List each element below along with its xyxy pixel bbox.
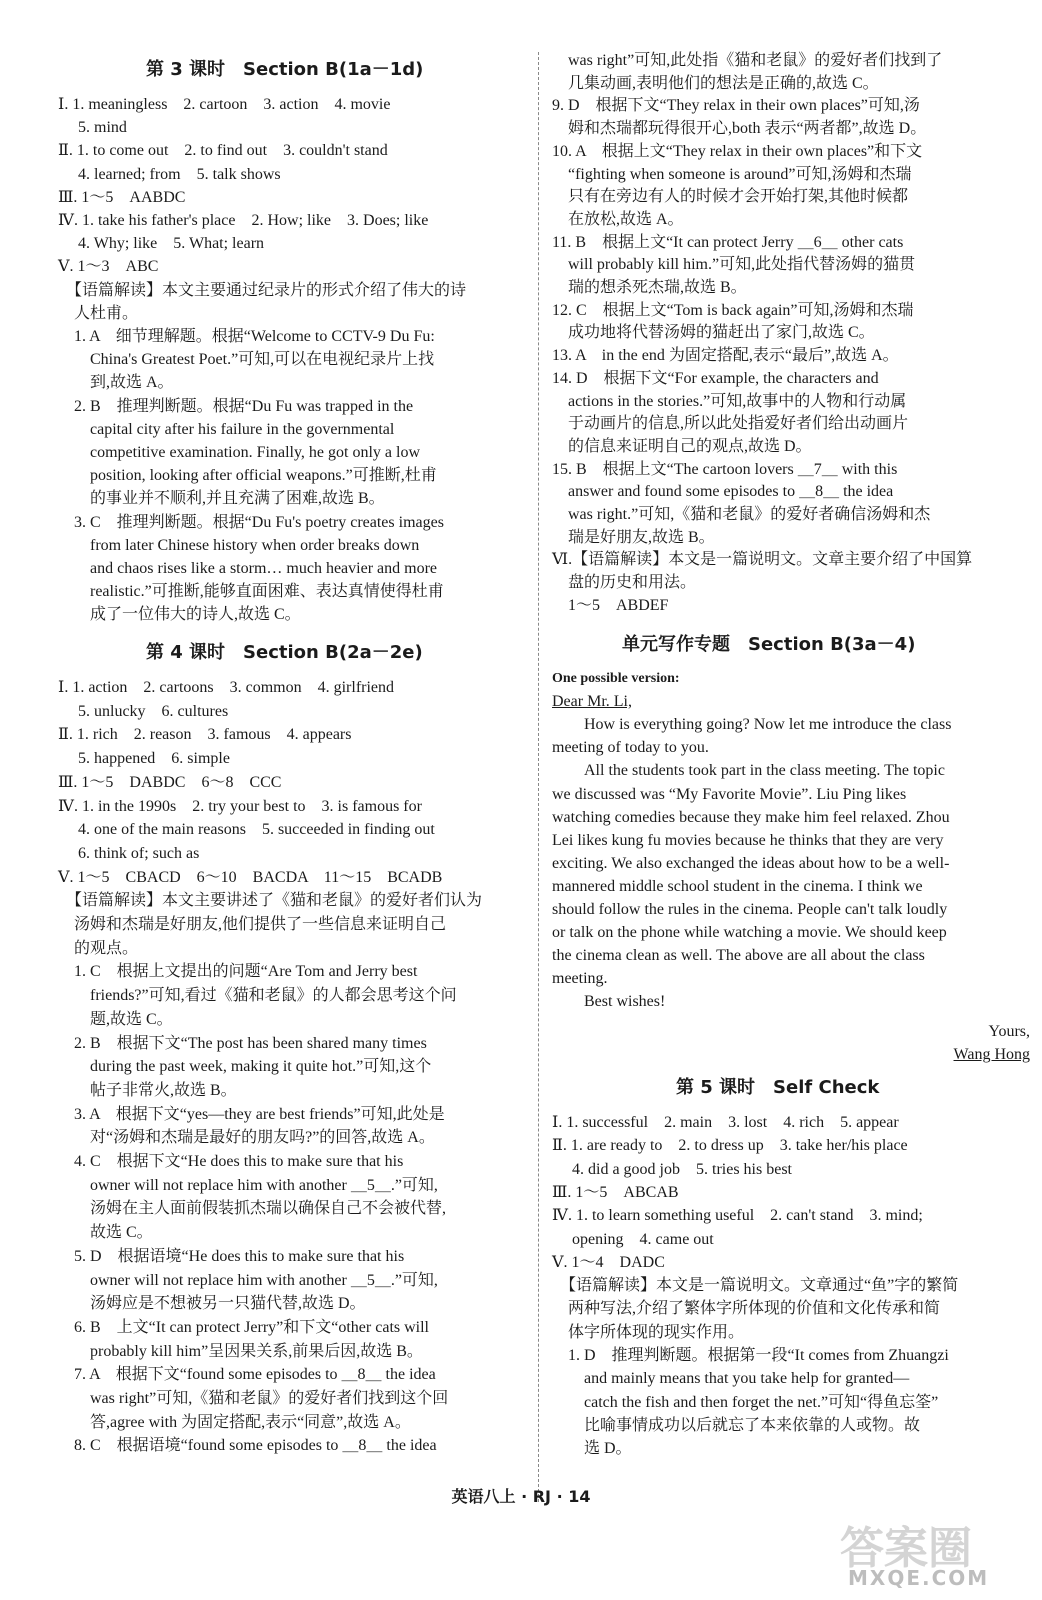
text-line: 姆和杰瑞都玩得很开心,both 表示“两者都”,故选 D。 — [552, 120, 927, 138]
essay-label: One possible version: — [552, 671, 680, 686]
text-line: from later Chinese history when order breaks down — [58, 536, 420, 554]
text-line: Ⅱ. 1. are ready to 2. to dress up 3. take her/his place — [552, 1137, 908, 1155]
text-line: 5. mind — [58, 119, 127, 137]
text-line: 盘的历史和用法。 — [552, 574, 697, 592]
essay-line: should follow the rules in the cinema. People can't talk loudly — [552, 901, 948, 918]
text-line: 7. A 根据下文“found some episodes to ＿8＿ the idea — [58, 1366, 436, 1384]
text-line: Ⅲ. 1～5 ABCAB — [552, 1183, 679, 1201]
text-line: Ⅴ. 1～3 ABC — [58, 258, 159, 276]
text-line: 1. C 根据上文提出的问题“Are Tom and Jerry best — [58, 963, 418, 981]
text-line: 汤姆应是不想被另一只猫代替,故选 D。 — [58, 1295, 366, 1313]
text-line: 汤姆和杰瑞是好朋友,他们提供了一些信息来证明自己 — [58, 916, 447, 933]
text-line: Ⅲ. 1～5 AABDC — [58, 188, 186, 206]
text-line: Ⅴ. 1～4 DADC — [552, 1253, 665, 1271]
text-line: Ⅳ. 1. take his father's place 2. How; like 3. Does; like — [58, 212, 429, 229]
essay-line: we discussed was “My Favorite Movie”. Liu Ping likes — [552, 785, 907, 803]
text-line: 【语篇解读】本文主要讲述了《猫和老鼠》的爱好者们认为 — [58, 892, 483, 910]
essay-sign-name: Wang Hong — [953, 1046, 1030, 1063]
text-line: 成了一位伟大的诗人,故选 C。 — [58, 606, 301, 624]
text-line: 【语篇解读】本文主要通过纪录片的形式介绍了伟大的诗 — [58, 281, 467, 299]
text-line: actions in the stories.”可知,故事中的人物和行动属 — [552, 392, 907, 410]
text-line: position, looking after official weapons.”可推断,杜甫 — [58, 467, 437, 485]
text-line: 14. D 根据下文“For example, the characters and — [552, 369, 879, 387]
text-line: 4. learned; from 5. talk shows — [58, 165, 281, 183]
text-line: 几集动画,表明他们的想法是正确的,故选 C。 — [552, 74, 879, 92]
essay-line: or talk on the phone while watching a movie. We should keep — [552, 924, 947, 942]
text-line: 13. A in the end 为固定搭配,表示“最后”,故选 A。 — [552, 347, 899, 365]
text-line: Ⅲ. 1～5 DABDC 6～8 CCC — [58, 773, 282, 791]
text-line: Ⅴ. 1～5 CBACD 6～10 BACDA 11～15 BCADB — [58, 868, 443, 886]
text-line: will probably kill him.”可知,此处指代替汤姆的猫贯 — [552, 256, 916, 274]
column-divider — [538, 52, 539, 1502]
text-line: friends?”可知,看过《猫和老鼠》的人都会思考这个问 — [58, 987, 457, 1005]
section-heading: 单元写作专题 Section B(3a－4) — [622, 634, 916, 655]
text-line: 8. C 根据语境“found some episodes to ＿8＿ the idea — [58, 1437, 437, 1455]
text-line: and chaos rises like a storm… much heavier and more — [58, 560, 438, 577]
text-line: 5. unlucky 6. cultures — [58, 702, 229, 720]
text-line: 11. B 根据上文“It can protect Jerry ＿6＿ other cats — [552, 233, 904, 251]
text-line: 4. one of the main reasons 5. succeeded in finding out — [58, 821, 435, 839]
text-line: 的事业并不顺利,并且充满了困难,故选 B。 — [58, 490, 385, 508]
text-line: 对“汤姆和杰瑞是最好的朋友吗?”的回答,故选 A。 — [58, 1129, 435, 1147]
text-line: 1. D 推理判断题。根据第一段“It comes from Zhuangzi — [552, 1347, 949, 1364]
text-line: 题,故选 C。 — [58, 1010, 173, 1028]
text-line: Ⅱ. 1. rich 2. reason 3. famous 4. appears — [58, 726, 352, 744]
page-footer: 英语八上 · RJ · 14 — [451, 1487, 591, 1506]
text-line: capital city after his failure in the governmental — [58, 420, 395, 438]
text-line: 15. B 根据上文“The cartoon lovers ＿7＿ with this — [552, 460, 898, 478]
text-line: 到,故选 A。 — [58, 374, 174, 392]
text-line: 2. B 根据下文“The post has been shared many times — [58, 1034, 427, 1052]
essay-line: mannered middle school student in the cinema. I think we — [552, 877, 923, 895]
text-line: 12. C 根据上文“Tom is back again”可知,汤姆和杰瑞 — [552, 301, 914, 319]
text-line: Ⅵ.【语篇解读】本文是一篇说明文。文章主要介绍了中国算 — [552, 551, 973, 569]
text-line: was right”可知,此处指《猫和老鼠》的爱好者们找到了 — [552, 52, 943, 69]
text-line: opening 4. came out — [552, 1230, 714, 1248]
text-line: 6. think of; such as — [58, 844, 200, 862]
text-line: realistic.”可推断,能够直面困难、表达真情使得杜甫 — [58, 583, 444, 601]
text-line: was right”可知,《猫和老鼠》的爱好者们找到这个回 — [58, 1390, 449, 1407]
text-line: 4. C 根据下文“He does this to make sure that his — [58, 1153, 404, 1170]
text-line: Ⅰ. 1. meaningless 2. cartoon 3. action 4. movie — [58, 96, 391, 113]
section-heading: 第 5 课时 Self Check — [676, 1077, 880, 1098]
watermark-logo — [830, 1510, 1030, 1590]
text-line: Ⅳ. 1. in the 1990s 2. try your best to 3. is famous for — [58, 797, 422, 815]
essay-line: All the students took part in the class meeting. The topic — [552, 762, 945, 780]
text-line: competitive examination. Finally, he got only a low — [58, 444, 421, 461]
essay-line: watching comedies because they make him feel relaxed. Zhou — [552, 808, 950, 826]
text-line: was right.”可知,《猫和老鼠》的爱好者确信汤姆和杰 — [552, 506, 931, 523]
text-line: 人杜甫。 — [58, 304, 139, 322]
essay-line: meeting of today to you. — [552, 739, 709, 757]
text-line: 2. B 推理判断题。根据“Du Fu was trapped in the — [58, 397, 414, 415]
text-line: 在放松,故选 A。 — [552, 210, 684, 228]
text-line: 4. did a good job 5. tries his best — [552, 1160, 792, 1178]
text-line: owner will not replace him with another ＿5＿.”可知, — [58, 1176, 438, 1194]
text-line: owner will not replace him with another ＿5＿.”可知, — [58, 1271, 438, 1289]
essay-salutation: Dear Mr. Li, — [552, 693, 632, 711]
text-line: 比喻事情成功以后就忘了本来依靠的人或物。故 — [552, 1416, 921, 1434]
text-line: 10. A 根据上文“They relax in their own places”和下文 — [552, 142, 923, 160]
essay-line: Lei likes kung fu movies because he thinks that they are very — [552, 831, 944, 849]
text-line: 瑞的想杀死杰瑞,故选 B。 — [552, 279, 747, 296]
text-line: 答,agree with 为固定搭配,表示“同意”,故选 A。 — [58, 1413, 411, 1431]
text-line: 3. C 推理判断题。根据“Du Fu's poetry creates images — [58, 513, 444, 531]
text-line: 【语篇解读】本文是一篇说明文。文章通过“鱼”字的繁简 — [552, 1277, 959, 1295]
text-line: 的观点。 — [58, 939, 139, 957]
text-line: Ⅰ. 1. successful 2. main 3. lost 4. rich 5. appear — [552, 1114, 899, 1131]
text-line: 只有在旁边有人的时候才会开始打架,其他时候都 — [552, 188, 909, 206]
text-line: 1. A 细节理解题。根据“Welcome to CCTV-9 Du Fu: — [58, 328, 435, 345]
text-line: 故选 C。 — [58, 1224, 153, 1242]
text-line: 选 D。 — [552, 1440, 632, 1458]
text-line: 6. B 上文“It can protect Jerry”和下文“other cats will — [58, 1318, 430, 1336]
essay-sign-yours: Yours, — [988, 1023, 1030, 1040]
text-line: and mainly means that you take help for granted— — [552, 1370, 910, 1388]
text-line: 5. D 根据语境“He does this to make sure that his — [58, 1247, 405, 1265]
section-heading: 第 4 课时 Section B(2a－2e) — [146, 642, 423, 663]
text-line: 瑞是好朋友,故选 B。 — [552, 528, 715, 546]
text-line: 帖子非常火,故选 B。 — [58, 1081, 237, 1099]
text-line: probably kill him”呈因果关系,前果后因,故选 B。 — [58, 1342, 423, 1360]
text-line: during the past week, making it quite hot.”可知,这个 — [58, 1058, 432, 1076]
text-line: 汤姆在主人面前假装抓杰瑞以确保自己不会被代替, — [58, 1200, 447, 1218]
text-line: “fighting when someone is around”可知,汤姆和杰瑞 — [552, 165, 912, 183]
essay-line: exciting. We also exchanged the ideas about how to be a well- — [552, 854, 950, 872]
text-line: 两种写法,介绍了繁体字所体现的价值和文化传承和简 — [552, 1300, 941, 1318]
text-line: catch the fish and then forget the net.”可知“得鱼忘筌” — [552, 1393, 939, 1411]
text-line: Ⅳ. 1. to learn something useful 2. can't stand 3. mind; — [552, 1207, 923, 1225]
text-line: 体字所体现的现实作用。 — [552, 1323, 745, 1341]
watermark-site: MXQE.COM — [848, 1566, 990, 1590]
text-line: 于动画片的信息,所以此处指爱好者们给出动画片 — [552, 415, 909, 433]
text-line: 4. Why; like 5. What; learn — [58, 235, 265, 253]
text-line: 1～5 ABDEF — [552, 596, 669, 614]
essay-line: meeting. — [552, 970, 608, 988]
text-line: 成功地将代替汤姆的猫赶出了家门,故选 C。 — [552, 324, 875, 342]
text-line: 9. D 根据下文“They relax in their own places”可知,汤 — [552, 97, 920, 115]
text-line: 3. A 根据下文“yes—they are best friends”可知,此处是 — [58, 1105, 445, 1123]
section-heading: 第 3 课时 Section B(1a－1d) — [146, 59, 424, 80]
essay-line: How is everything going? Now let me introduce the class — [552, 716, 952, 734]
text-line: answer and found some episodes to ＿8＿ the idea — [552, 483, 894, 501]
text-line: Ⅱ. 1. to come out 2. to find out 3. couldn't stand — [58, 142, 388, 160]
text-line: 5. happened 6. simple — [58, 750, 230, 768]
watermark-glyph: 答案圈 — [840, 1523, 972, 1574]
text-line: 的信息来证明自己的观点,故选 D。 — [552, 437, 812, 455]
text-line: China's Greatest Poet.”可知,可以在电视纪录片上找 — [58, 351, 435, 369]
essay-line: Best wishes! — [552, 993, 666, 1011]
text-line: Ⅰ. 1. action 2. cartoons 3. common 4. girlfriend — [58, 679, 395, 696]
essay-line: the cinema clean as well. The above are all about the class — [552, 947, 925, 965]
